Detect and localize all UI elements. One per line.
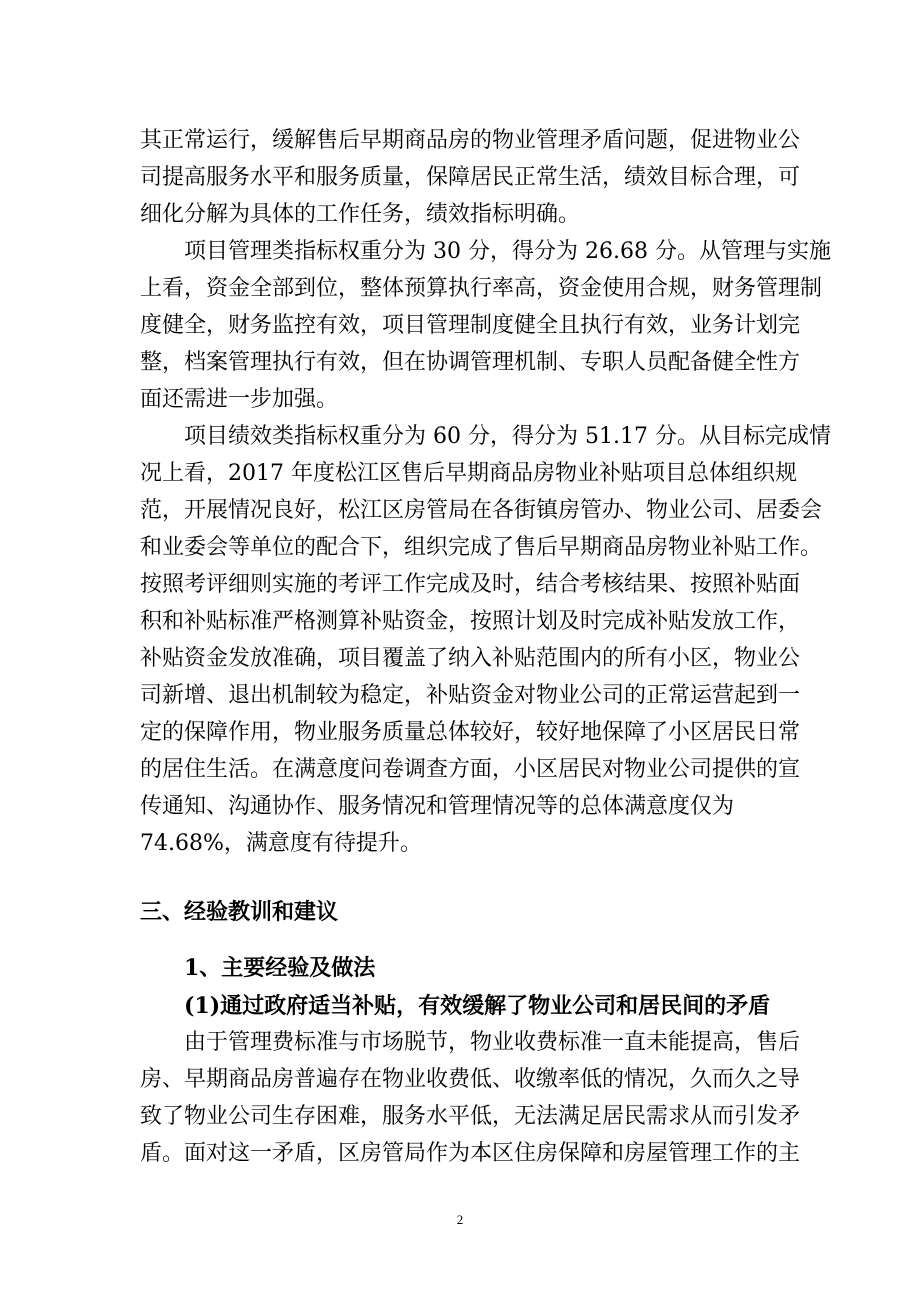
paragraph-1-line-2: 司提高服务水平和服务质量，保障居民正常生活，绩效目标合理，可 bbox=[140, 165, 801, 190]
paragraph-3-line-9: 定的保障作用，物业服务质量总体较好，较好地保障了小区居民日常 bbox=[140, 720, 801, 745]
paragraph-3-line-1: 项目绩效类指标权重分为 60 分，得分为 51.17 分。从目标完成情 bbox=[184, 424, 831, 449]
paragraph-1-line-3: 细化分解为具体的工作任务，绩效指标明确。 bbox=[140, 202, 581, 227]
section-heading: 三、经验教训和建议 bbox=[140, 899, 339, 925]
paragraph-3-line-5: 按照考评细则实施的考评工作完成及时，结合考核结果、按照补贴面 bbox=[140, 572, 801, 597]
paragraph-4-line-3: 致了物业公司生存困难，服务水平低，无法满足居民需求从而引发矛 bbox=[140, 1104, 801, 1129]
paragraph-3-line-11: 传通知、沟通协作、服务情况和管理情况等的总体满意度仅为 bbox=[140, 794, 735, 819]
subheading: 1、主要经验及做法 bbox=[184, 955, 376, 981]
paragraph-4-line-2: 房、早期商品房普遍存在物业收费低、收缴率低的情况，久而久之导 bbox=[140, 1067, 801, 1092]
page-number: 2 bbox=[456, 1212, 464, 1227]
paragraph-3-line-8: 司新增、退出机制较为稳定，补贴资金对物业公司的正常运营起到一 bbox=[140, 683, 801, 708]
paragraph-3-line-12: 74.68%，满意度有待提升。 bbox=[140, 831, 422, 856]
paragraph-3-line-4: 和业委会等单位的配合下，组织完成了售后早期商品房物业补贴工作。 bbox=[140, 535, 823, 560]
paragraph-2-line-4: 整，档案管理执行有效，但在协调管理机制、专职人员配备健全性方 bbox=[140, 350, 801, 375]
sub-subheading: (1)通过政府适当补贴，有效缓解了物业公司和居民间的矛盾 bbox=[184, 993, 771, 1019]
paragraph-2-line-2: 上看，资金全部到位，整体预算执行率高，资金使用合规，财务管理制 bbox=[140, 276, 823, 301]
paragraph-3-line-3: 范，开展情况良好，松江区房管局在各街镇房管办、物业公司、居委会 bbox=[140, 498, 823, 523]
paragraph-2-line-3: 度健全，财务监控有效，项目管理制度健全且执行有效，业务计划完 bbox=[140, 313, 801, 338]
paragraph-4-line-4: 盾。面对这一矛盾，区房管局作为本区住房保障和房屋管理工作的主 bbox=[140, 1141, 801, 1166]
paragraph-2-line-5: 面还需进一步加强。 bbox=[140, 387, 339, 412]
paragraph-1-line-1: 其正常运行，缓解售后早期商品房的物业管理矛盾问题，促进物业公 bbox=[140, 128, 801, 153]
paragraph-4-line-1: 由于管理费标准与市场脱节，物业收费标准一直未能提高，售后 bbox=[184, 1030, 801, 1055]
paragraph-3-line-7: 补贴资金发放准确，项目覆盖了纳入补贴范围内的所有小区，物业公 bbox=[140, 646, 801, 671]
paragraph-3-line-2: 况上看，2017 年度松江区售后早期商品房物业补贴项目总体组织规 bbox=[140, 461, 797, 486]
paragraph-3-line-6: 积和补贴标准严格测算补贴资金，按照计划及时完成补贴发放工作， bbox=[140, 609, 801, 634]
paragraph-3-line-10: 的居住生活。在满意度问卷调查方面，小区居民对物业公司提供的宣 bbox=[140, 757, 801, 782]
paragraph-2-line-1: 项目管理类指标权重分为 30 分，得分为 26.68 分。从管理与实施 bbox=[184, 239, 831, 264]
